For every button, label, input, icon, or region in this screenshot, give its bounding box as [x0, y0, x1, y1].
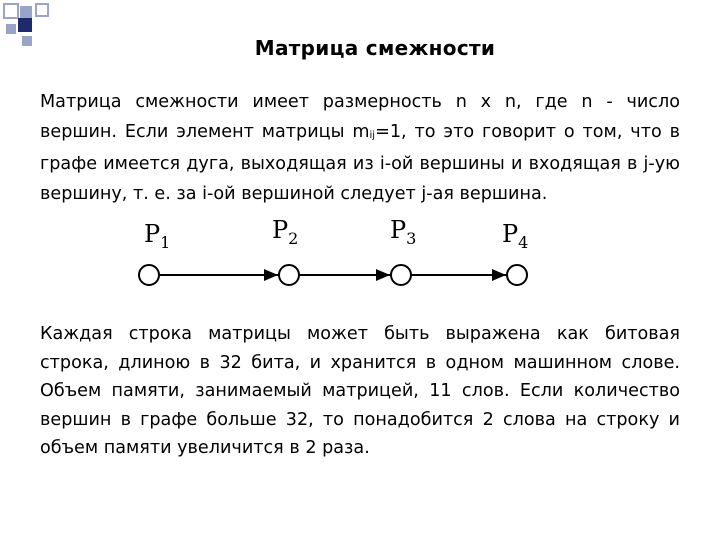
paragraph-definition-part1: Матрица смежности имеет размерность n x n, где n - число вершин. Если элемент матрицы m: [40, 92, 680, 142]
page-title: Матрица смежности: [254, 36, 496, 60]
node-label-p4: $P_4$: [502, 220, 529, 252]
graph-diagram: [120, 212, 550, 307]
subscript-ij: ij: [369, 129, 376, 141]
node-label-p3: $P_3$: [390, 216, 417, 248]
node-p3: [391, 265, 411, 285]
paragraph-definition: [40, 88, 680, 209]
arrowhead-p1-p2: [264, 269, 278, 281]
node-label-p1: $P_1$: [144, 220, 171, 252]
node-p2: [279, 265, 299, 285]
paragraph-definition-part2: =1, то это говорит о том, что в графе имеется дуга, выходящая из i-ой вершины и входящая в j-ую вершину, т. е. за i-ой вершиной следует j-ая вершина.: [40, 121, 680, 204]
arrowhead-p3-p4: [492, 269, 506, 281]
node-p4: [507, 265, 527, 285]
node-label-p2: $P_2$: [272, 216, 299, 248]
paragraph-storage: Каждая строка матрицы может быть выражена как битовая строка, длиною в 32 бита, и хранится в одном машинном слове. Объем памяти, занимаемый матрицей, 11 слов. Если количество вершин в графе больше 32, то понадобится 2 слова на строку и объем памяти увеличится в 2 раза.: [40, 324, 680, 458]
arrowhead-p2-p3: [376, 269, 390, 281]
node-p1: [139, 265, 159, 285]
